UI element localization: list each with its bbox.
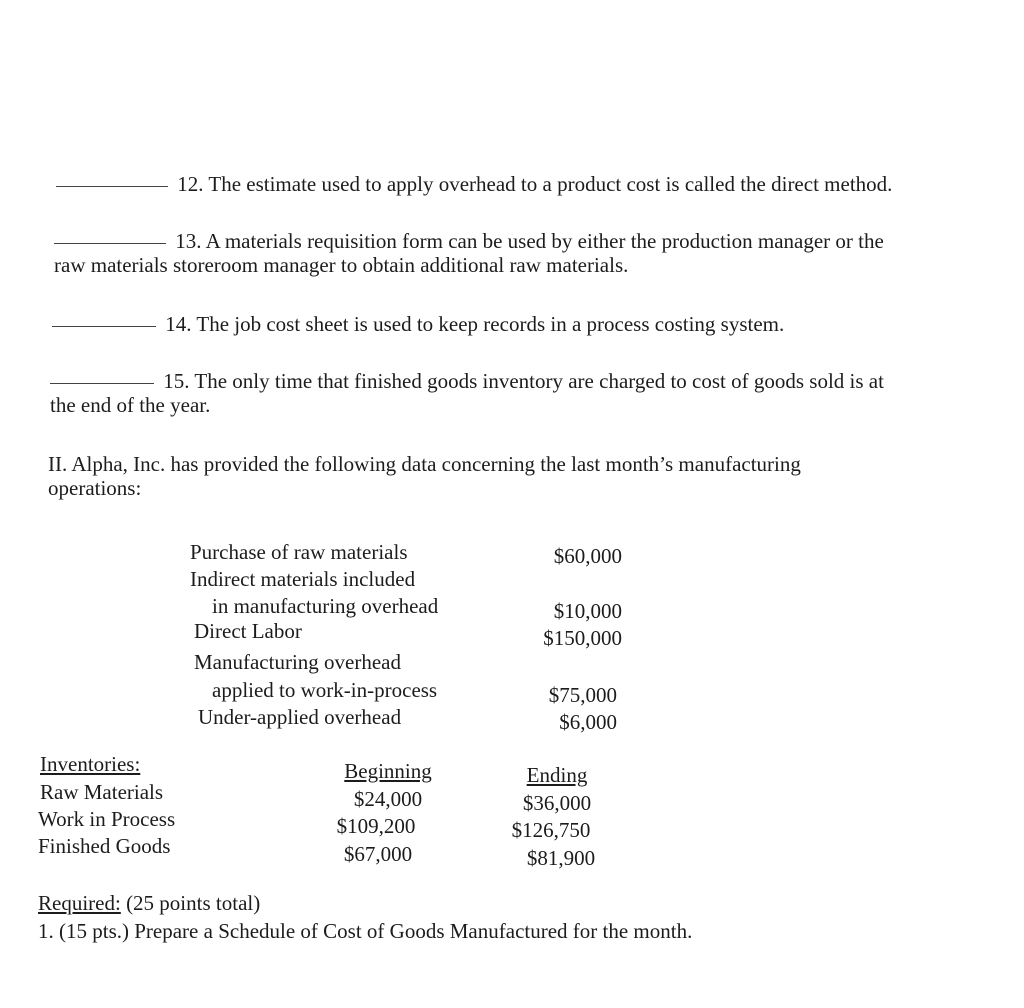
required-points: (25 points total): [126, 891, 261, 915]
inventories-heading: Inventories:: [40, 752, 141, 776]
inventory-beginning: $109,200: [336, 814, 416, 838]
data-label: applied to work-in-process: [212, 678, 438, 702]
question-number: 15.: [163, 369, 190, 393]
data-label: in manufacturing overhead: [212, 594, 439, 618]
required-heading: [38, 890, 260, 916]
inventory-beginning: $67,000: [343, 842, 413, 866]
inventory-ending: $36,000: [522, 791, 592, 815]
question-text: The only time that finished goods inventory are charged to cost of goods sold is at: [194, 369, 884, 393]
data-label: Indirect materials included: [190, 567, 416, 591]
inventory-ending: $81,900: [526, 846, 596, 870]
question-text: The job cost sheet is used to keep records in a process costing system.: [196, 312, 785, 336]
question-13: [54, 229, 884, 277]
section-intro-continued: operations:: [48, 476, 142, 500]
data-value: $75,000: [548, 683, 617, 707]
question-number: 13.: [175, 229, 202, 253]
answer-blank[interactable]: [56, 185, 168, 187]
column-header-ending: Ending: [526, 763, 588, 787]
inventory-ending: $126,750: [511, 818, 591, 842]
inventory-label: Finished Goods: [38, 834, 171, 858]
question-number: 12.: [177, 172, 204, 196]
data-label: Under-applied overhead: [198, 705, 402, 729]
required-item-1: 1. (15 pts.) Prepare a Schedule of Cost of Goods Manufactured for the month.: [38, 919, 693, 943]
question-number: 14.: [165, 312, 192, 336]
data-label: Direct Labor: [194, 619, 302, 643]
data-label: Manufacturing overhead: [194, 650, 401, 674]
question-text-continued: raw materials storeroom manager to obtain additional raw materials.: [54, 253, 629, 277]
data-value: $150,000: [543, 626, 622, 650]
question-text-continued: the end of the year.: [50, 393, 211, 417]
column-header-beginning: Beginning: [344, 759, 432, 783]
data-value: $10,000: [553, 599, 622, 623]
data-value: $60,000: [553, 544, 622, 568]
question-15: [50, 369, 884, 417]
question-text: The estimate used to apply overhead to a product cost is called the direct method.: [208, 172, 893, 196]
inventory-label: Work in Process: [38, 807, 176, 831]
answer-blank[interactable]: [52, 325, 156, 327]
required-label: Required:: [38, 891, 121, 915]
question-text: A materials requisition form can be used by either the production manager or the: [205, 229, 884, 253]
answer-blank[interactable]: [50, 382, 154, 384]
inventory-beginning: $24,000: [353, 787, 423, 811]
data-value: $6,000: [559, 710, 617, 734]
answer-blank[interactable]: [54, 242, 166, 244]
data-label: Purchase of raw materials: [190, 540, 408, 564]
question-14: [52, 312, 784, 336]
section-intro: II. Alpha, Inc. has provided the following data concerning the last month’s manufacturing: [48, 452, 801, 476]
inventory-label: Raw Materials: [40, 780, 164, 804]
question-12: [56, 172, 892, 196]
